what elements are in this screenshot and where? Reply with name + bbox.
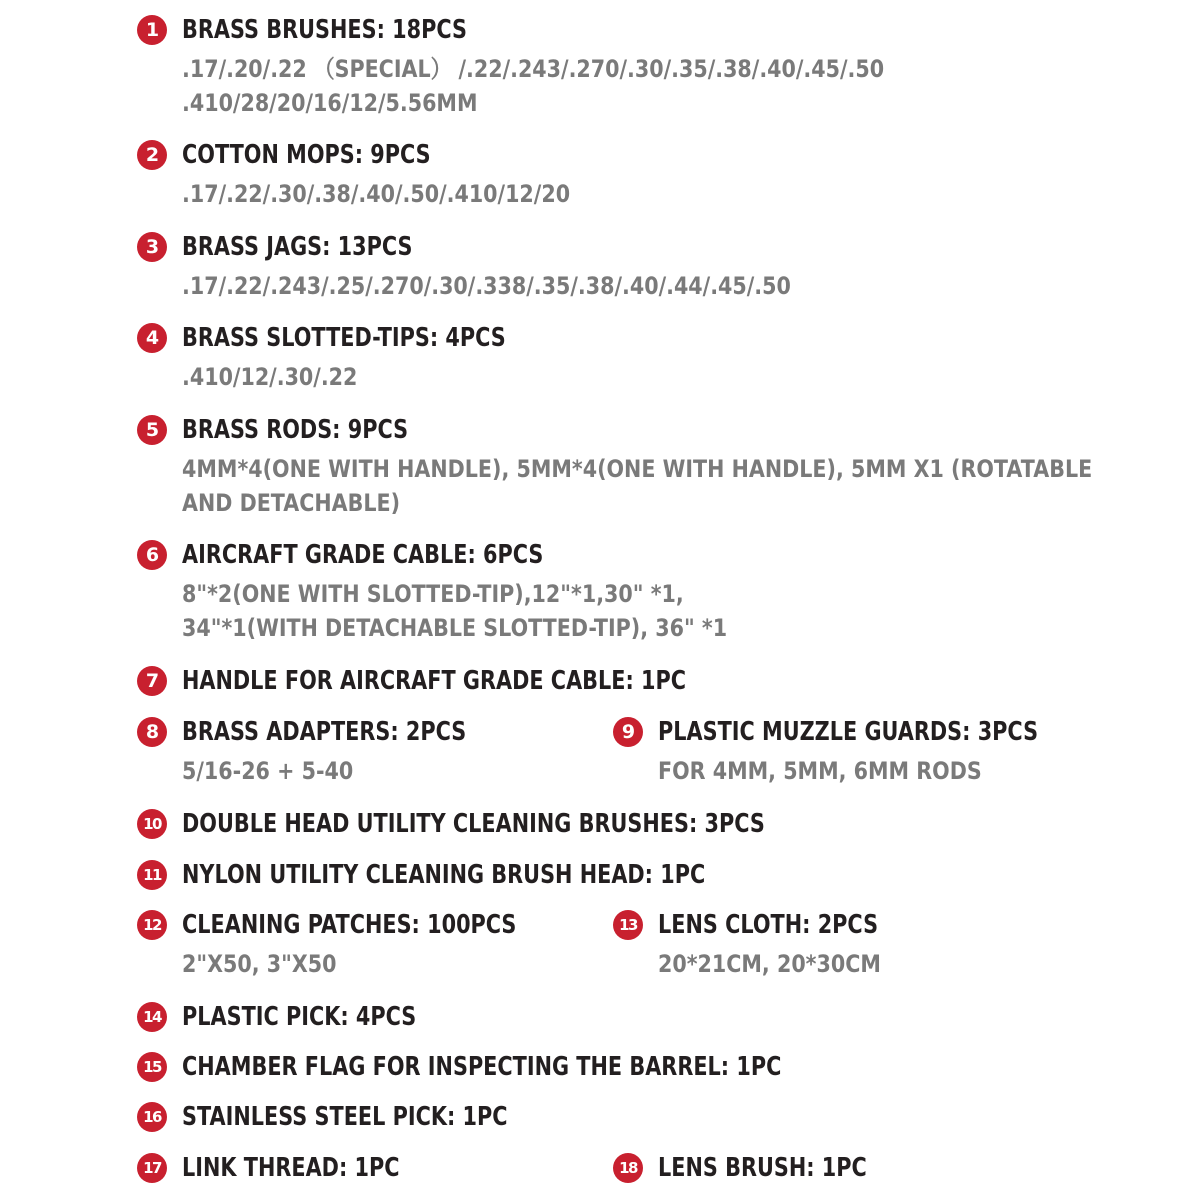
item-15 <box>143 1051 931 1083</box>
item-9 <box>621 716 1133 788</box>
item-6 <box>145 539 816 645</box>
number-badge-icon: 8 <box>137 717 167 747</box>
item-title: PLASTIC PICK: 4PCS <box>182 1002 417 1032</box>
item-detail: FOR 4MM, 5MM, 6MM RODS <box>658 757 982 785</box>
item-detail: .17/.22/.243/.25/.270/.30/.338/.35/.38/.40/.44/.45/.50 <box>182 272 791 300</box>
number-badge-icon: 4 <box>137 323 167 353</box>
item-12 <box>143 909 600 981</box>
number-badge-icon: 11 <box>137 860 167 890</box>
item-title: NYLON UTILITY CLEANING BRUSH HEAD: 1PC <box>182 860 706 890</box>
item-11 <box>143 859 836 891</box>
item-title: BRASS BRUSHES: 18PCS <box>182 15 467 45</box>
item-title: PLASTIC MUZZLE GUARDS: 3PCS <box>658 717 1039 747</box>
item-17 <box>143 1152 454 1184</box>
item-title: HANDLE FOR AIRCRAFT GRADE CABLE: 1PC <box>182 666 687 696</box>
item-detail: .410/12/.30/.22 <box>182 363 358 391</box>
item-title: BRASS ADAPTERS: 2PCS <box>182 717 467 747</box>
item-1 <box>145 14 998 120</box>
number-badge-icon: 18 <box>613 1153 643 1183</box>
item-title: LENS BRUSH: 1PC <box>658 1153 867 1183</box>
item-title: COTTON MOPS: 9PCS <box>182 140 431 170</box>
item-title: DOUBLE HEAD UTILITY CLEANING BRUSHES: 3PCS <box>182 809 765 839</box>
item-title: CLEANING PATCHES: 100PCS <box>182 910 517 940</box>
item-4 <box>145 322 587 394</box>
item-detail: 5/16-26 + 5-40 <box>182 757 354 785</box>
number-badge-icon: 6 <box>137 540 167 570</box>
number-badge-icon: 10 <box>137 809 167 839</box>
item-detail: 2"X50, 3"X50 <box>182 950 337 978</box>
number-badge-icon: 15 <box>137 1052 167 1082</box>
item-detail: 8"*2(ONE WITH SLOTTED-TIP),12"*1,30" *1, 34"*1(WITH DETACHABLE SLOTTED-TIP), 36" *1 <box>182 580 728 642</box>
item-title: CHAMBER FLAG FOR INSPECTING THE BARREL: 1PC <box>182 1052 782 1082</box>
item-18 <box>619 1152 919 1184</box>
item-2 <box>145 139 633 211</box>
number-badge-icon: 12 <box>137 910 167 940</box>
item-detail: 20*21CM, 20*30CM <box>658 950 881 978</box>
item-title: BRASS RODS: 9PCS <box>182 415 409 445</box>
number-badge-icon: 17 <box>137 1153 167 1183</box>
item-detail: 4MM*4(ONE WITH HANDLE), 5MM*4(ONE WITH HANDLE), 5MM X1 (ROTATABLE AND DETACHABLE) <box>182 455 1093 517</box>
item-13 <box>619 909 933 981</box>
item-detail: .17/.22/.30/.38/.40/.50/.410/12/20 <box>182 180 571 208</box>
item-title: BRASS SLOTTED-TIPS: 4PCS <box>182 323 506 353</box>
item-10 <box>143 808 911 840</box>
number-badge-icon: 3 <box>137 232 167 262</box>
item-title: STAINLESS STEEL PICK: 1PC <box>182 1102 508 1132</box>
item-3 <box>145 231 890 303</box>
item-title: LENS CLOTH: 2PCS <box>658 910 879 940</box>
item-14 <box>143 1001 475 1033</box>
number-badge-icon: 7 <box>137 666 167 696</box>
item-title: AIRCRAFT GRADE CABLE: 6PCS <box>182 540 544 570</box>
number-badge-icon: 16 <box>137 1102 167 1132</box>
item-7 <box>145 665 812 697</box>
item-8 <box>145 716 537 788</box>
number-badge-icon: 9 <box>613 717 643 747</box>
number-badge-icon: 13 <box>613 910 643 940</box>
number-badge-icon: 14 <box>137 1002 167 1032</box>
item-16 <box>143 1101 589 1133</box>
number-badge-icon: 5 <box>137 415 167 445</box>
item-5 <box>145 414 1200 520</box>
item-detail: .17/.20/.22 （SPECIAL） /.22/.243/.270/.30/.35/.38/.40/.45/.50 .410/28/20/16/12/5.56MM <box>182 55 885 117</box>
item-title: BRASS JAGS: 13PCS <box>182 232 413 262</box>
number-badge-icon: 2 <box>137 140 167 170</box>
number-badge-icon: 1 <box>137 15 167 45</box>
item-title: LINK THREAD: 1PC <box>182 1153 400 1183</box>
